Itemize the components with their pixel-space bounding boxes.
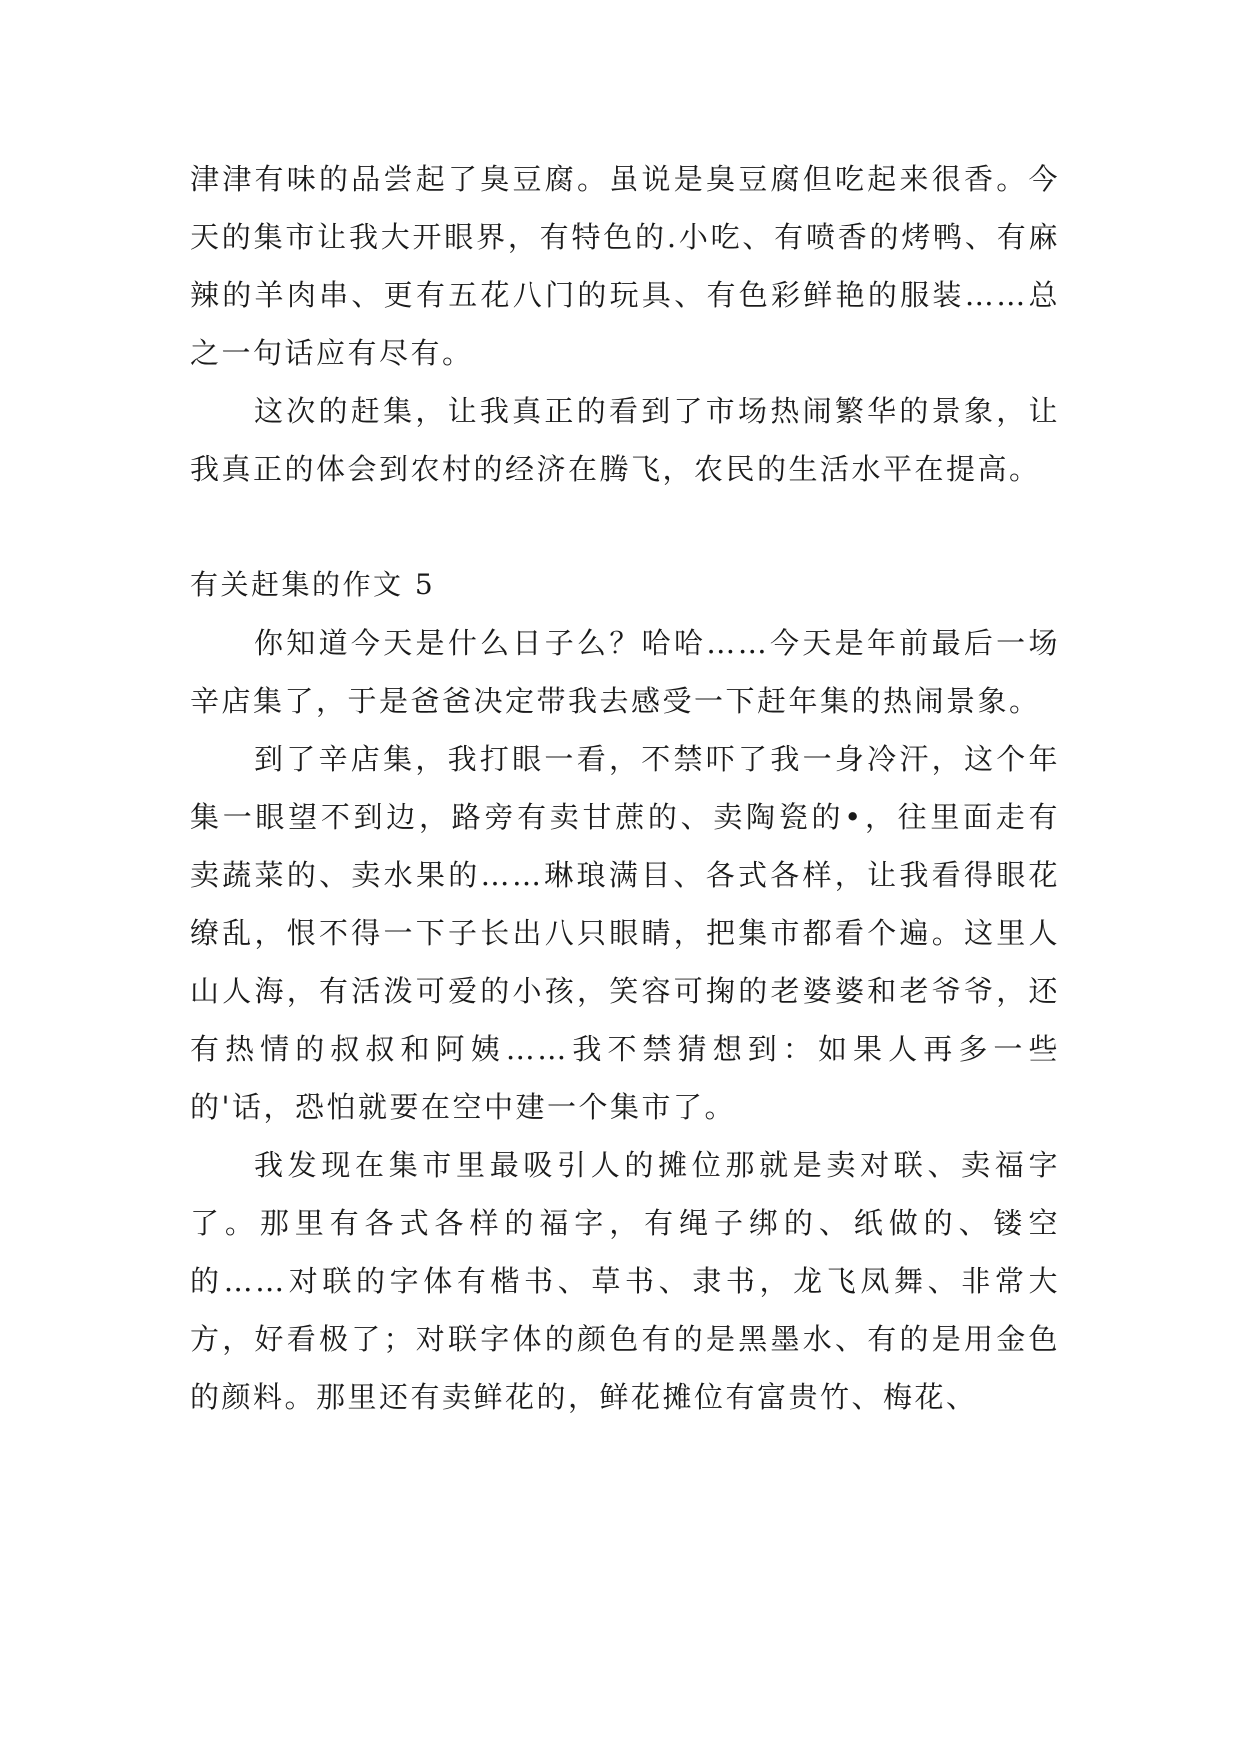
body-paragraph-2: 到了辛店集，我打眼一看，不禁吓了我一身冷汗，这个年集一眼望不到边，路旁有卖甘蔗的、卖陶瓷的•，往里面走有卖蔬菜的、卖水果的……琳琅满目、各式各样，让我看得眼花缭乱，恨不得一下子长出八只眼睛，把集市都看个遍。这里人山人海，有活泼可爱的小孩，笑容可掬的老婆婆和老爷爷，还有热情的叔叔和阿姨……我不禁猜想到：如果人再多一些的'话，恐怕就要在空中建一个集市了。 [190, 742, 1060, 1124]
continued-paragraph: 津津有味的品尝起了臭豆腐。虽说是臭豆腐但吃起来很香。今天的集市让我大开眼界，有特色的.小吃、有喷香的烤鸭、有麻辣的羊肉串、更有五花八门的玩具、有色彩鲜艳的服装……总之一句话应有尽有。 [190, 162, 1060, 370]
document-page [190, 150, 1060, 1426]
body-paragraph-1: 你知道今天是什么日子么？哈哈……今天是年前最后一场辛店集了，于是爸爸决定带我去感受一下赶年集的热闹景象。 [190, 626, 1060, 718]
section-heading: 有关赶集的作文 5 [190, 568, 436, 601]
conclusion-paragraph: 这次的赶集，让我真正的看到了市场热闹繁华的景象，让我真正的体会到农村的经济在腾飞，农民的生活水平在提高。 [190, 394, 1060, 486]
body-paragraph-3: 我发现在集市里最吸引人的摊位那就是卖对联、卖福字了。那里有各式各样的福字，有绳子绑的、纸做的、镂空的……对联的字体有楷书、草书、隶书，龙飞凤舞、非常大方，好看极了；对联字体的颜色有的是黑墨水、有的是用金色的颜料。那里还有卖鲜花的，鲜花摊位有富贵竹、梅花、 [190, 1148, 1060, 1414]
